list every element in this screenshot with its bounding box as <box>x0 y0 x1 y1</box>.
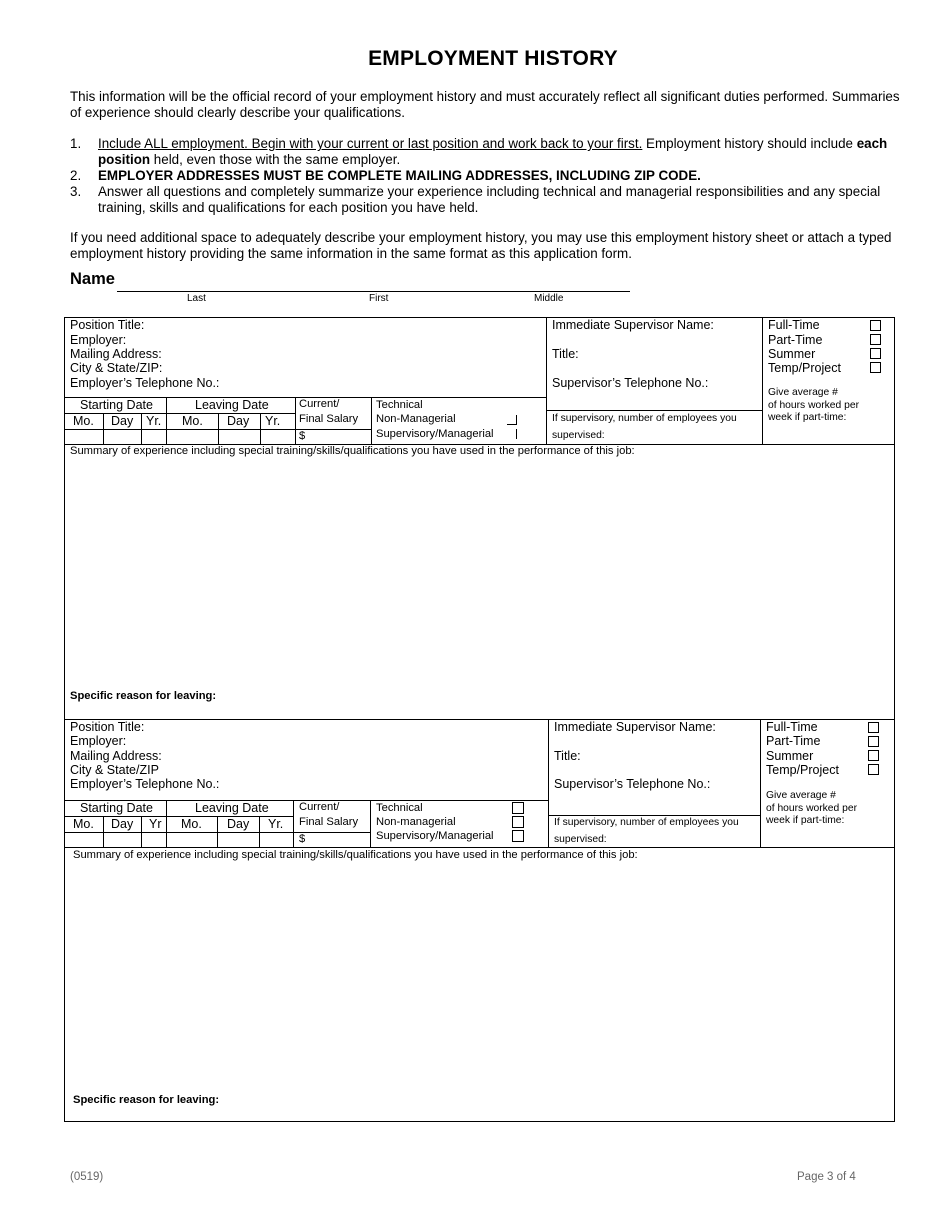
reason-for-leaving-label: Specific reason for leaving: <box>73 1094 220 1106</box>
leave-day-label: Day <box>227 414 250 428</box>
page-title: EMPLOYMENT HISTORY <box>368 47 618 70</box>
divider <box>103 816 104 847</box>
employer-phone-label: Employer’s Telephone No.: <box>70 777 220 791</box>
instruction-1-text-b: held, even those with the same employer. <box>150 152 401 167</box>
divider <box>762 318 763 444</box>
avg-hours-label-2: of hours worked per <box>766 803 858 814</box>
full-time-checkbox[interactable] <box>868 722 879 733</box>
divider <box>259 816 260 847</box>
num-employees-label-1: If supervisory, number of employees you <box>554 817 739 828</box>
summer-checkbox[interactable] <box>868 750 879 761</box>
summary-label: Summary of experience including special training/skills/qualifications you have used in the performance of this job: <box>70 445 635 457</box>
divider <box>65 847 894 848</box>
summer-checkbox[interactable] <box>870 348 881 359</box>
supervisor-name-label: Immediate Supervisor Name: <box>552 318 714 332</box>
start-year-label: Yr. <box>146 414 162 428</box>
mailing-address-label: Mailing Address: <box>70 347 162 361</box>
employer-label: Employer: <box>70 333 127 347</box>
start-year-label: Yr <box>149 817 162 831</box>
divider <box>141 413 142 444</box>
supervisor-title-label: Title: <box>554 749 581 763</box>
temp-project-label: Temp/Project <box>768 361 841 375</box>
supervisor-phone-label: Supervisor’s Telephone No.: <box>554 777 711 791</box>
non-managerial-checkbox[interactable] <box>507 415 517 425</box>
leave-month-label: Mo. <box>181 817 202 831</box>
instruction-2: EMPLOYER ADDRESSES MUST BE COMPLETE MAILING ADDRESSES, INCLUDING ZIP CODE. <box>98 168 701 183</box>
full-time-checkbox[interactable] <box>870 320 881 331</box>
part-time-checkbox[interactable] <box>870 334 881 345</box>
divider <box>293 800 294 847</box>
supervisory-label: Supervisory/Managerial <box>376 428 494 440</box>
final-salary-label: Final Salary <box>299 816 359 828</box>
avg-hours-label-2: of hours worked per <box>768 400 860 411</box>
final-salary-label: Final Salary <box>299 413 359 425</box>
leaving-date-label: Leaving Date <box>195 398 269 412</box>
name-last-label: Last <box>187 293 206 304</box>
divider <box>371 397 372 444</box>
summer-label: Summer <box>768 347 816 361</box>
instruction-1-bold: each position <box>98 136 888 167</box>
instruction-1-underlined: Include ALL employment. Begin with your current or last position and work back to your first. <box>98 136 643 151</box>
temp-project-label: Temp/Project <box>766 763 839 777</box>
employment-block-2 <box>64 719 895 1122</box>
non-managerial-checkbox[interactable] <box>512 816 524 828</box>
employer-label: Employer: <box>70 734 127 748</box>
num-employees-label-2: supervised: <box>554 834 607 845</box>
intro-paragraph: This information will be the official record of your employment history and must accurately reflect all significant duties performed. Summaries of experience should clearly describe your qualifications. <box>70 89 900 120</box>
form-code: (0519) <box>70 1171 104 1183</box>
employer-phone-label: Employer’s Telephone No.: <box>70 376 220 390</box>
part-time-label: Part-Time <box>766 734 821 748</box>
instruction-1-text-a: Employment history should include <box>642 136 857 151</box>
supervisory-checkbox[interactable] <box>512 830 524 842</box>
avg-hours-label-3: week if part-time: <box>768 412 847 423</box>
employment-block-1 <box>64 317 895 720</box>
non-managerial-label: Non-Managerial <box>376 413 456 425</box>
technical-checkbox[interactable] <box>512 802 524 814</box>
full-time-label: Full-Time <box>768 318 820 332</box>
position-title-label: Position Title: <box>70 318 145 332</box>
leaving-date-label: Leaving Date <box>195 801 269 815</box>
avg-hours-label-3: week if part-time: <box>766 815 845 826</box>
avg-hours-label-1: Give average # <box>766 790 836 801</box>
divider <box>141 816 142 847</box>
page-number: Page 3 of 4 <box>797 1171 856 1183</box>
position-title-label: Position Title: <box>70 720 145 734</box>
summary-label: Summary of experience including special training/skills/qualifications you have used in the performance of this job: <box>73 849 638 861</box>
instruction-1 <box>98 136 928 168</box>
temp-project-checkbox[interactable] <box>868 764 879 775</box>
leave-year-label: Yr. <box>268 817 284 831</box>
salary-dollar: $ <box>299 833 306 845</box>
start-day-label: Day <box>111 414 134 428</box>
divider <box>548 720 549 848</box>
current-salary-label: Current/ <box>299 398 340 410</box>
start-month-label: Mo. <box>73 817 94 831</box>
leave-year-label: Yr. <box>265 414 281 428</box>
divider <box>370 800 371 847</box>
part-time-checkbox[interactable] <box>868 736 879 747</box>
divider <box>217 816 218 847</box>
supervisor-title-label: Title: <box>552 347 579 361</box>
divider <box>546 318 547 444</box>
starting-date-label: Starting Date <box>80 398 153 412</box>
supervisory-checkbox[interactable] <box>507 429 517 439</box>
instruction-number-1: 1. <box>70 136 82 151</box>
additional-space-note: If you need additional space to adequately describe your employment history, you may use this employment history sheet or attach a typed employment history providing the same information in the same format as this application form. <box>70 230 892 261</box>
non-managerial-label: Non-managerial <box>376 816 456 828</box>
name-first-label: First <box>369 293 389 304</box>
mailing-address-label: Mailing Address: <box>70 749 162 763</box>
divider <box>260 413 261 444</box>
leave-month-label: Mo. <box>182 414 203 428</box>
divider <box>760 720 761 848</box>
city-state-zip-label: City & State/ZIP <box>70 763 159 777</box>
num-employees-label-2: supervised: <box>552 430 605 441</box>
divider <box>166 397 167 444</box>
part-time-label: Part-Time <box>768 333 823 347</box>
technical-label: Technical <box>376 802 423 814</box>
start-month-label: Mo. <box>73 414 94 428</box>
name-input-line[interactable] <box>117 291 630 292</box>
supervisor-phone-label: Supervisor’s Telephone No.: <box>552 376 709 390</box>
divider <box>103 413 104 444</box>
name-middle-label: Middle <box>534 293 564 304</box>
summer-label: Summer <box>766 749 814 763</box>
reason-for-leaving-label: Specific reason for leaving: <box>70 690 217 702</box>
divider <box>166 800 167 847</box>
starting-date-label: Starting Date <box>80 801 153 815</box>
city-state-zip-label: City & State/ZIP: <box>70 361 163 375</box>
temp-project-checkbox[interactable] <box>870 362 881 373</box>
divider <box>546 410 762 411</box>
full-time-label: Full-Time <box>766 720 818 734</box>
salary-dollar: $ <box>299 430 306 442</box>
current-salary-label: Current/ <box>299 801 340 813</box>
name-label: Name <box>70 270 115 288</box>
divider <box>218 413 219 444</box>
leave-day-label: Day <box>227 817 250 831</box>
instruction-3: Answer all questions and completely summarize your experience including technical and managerial responsibilities and any special training, skills and qualifications for each position you have held. <box>98 184 881 215</box>
supervisory-label: Supervisory/Managerial <box>376 830 494 842</box>
start-day-label: Day <box>111 817 134 831</box>
instruction-number-3: 3. <box>70 184 82 199</box>
num-employees-label-1: If supervisory, number of employees you <box>552 413 737 424</box>
divider <box>548 815 760 816</box>
technical-label: Technical <box>376 399 423 411</box>
avg-hours-label-1: Give average # <box>768 387 838 398</box>
supervisor-name-label: Immediate Supervisor Name: <box>554 720 716 734</box>
instruction-number-2: 2. <box>70 168 82 183</box>
divider <box>295 397 296 444</box>
